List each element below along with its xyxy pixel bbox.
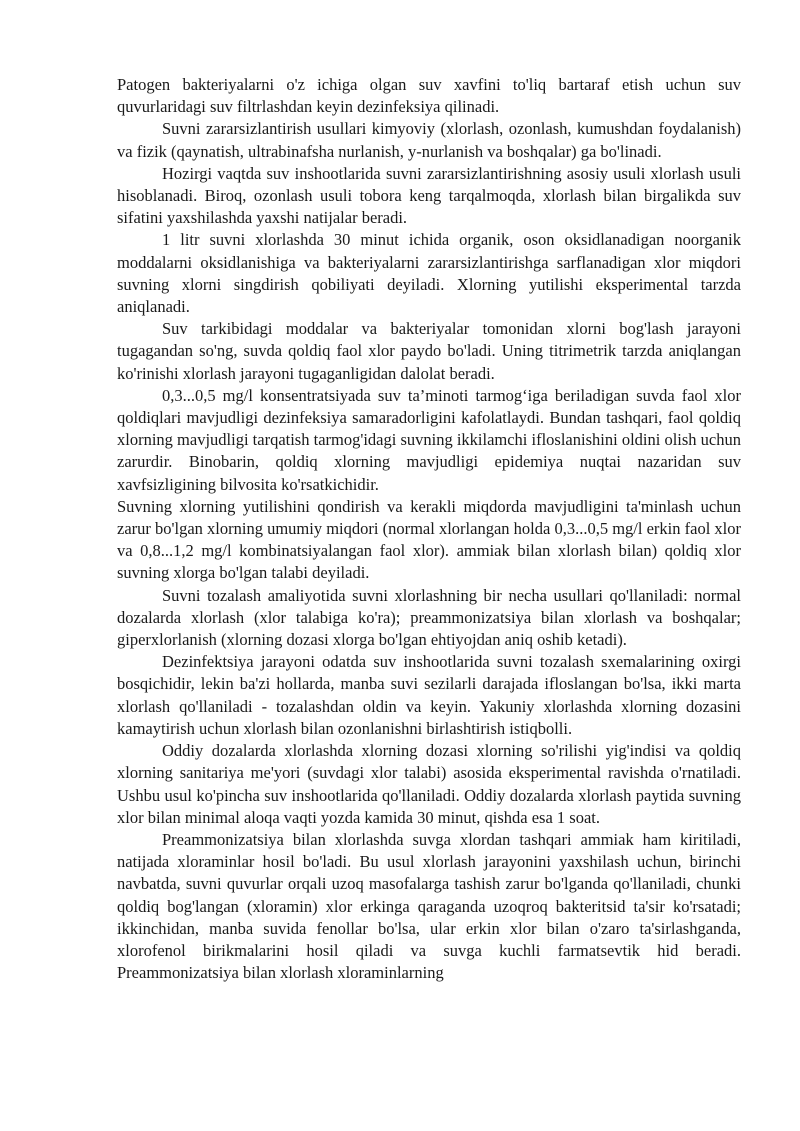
paragraph-10: Oddiy dozalarda xlorlashda xlorning dozasi xlorning so'rilishi yig'indisi va qoldiq xlorning sanitariya me'yori (suvdagi xlor talabi) asosida eksperimental ravishda o'rnatiladi. Ushbu usul ko'pincha suv inshootlarida qo'llaniladi. Oddiy dozalarda xlorlash paytida suvning xlor bilan minimal aloqa vaqti yozda kamida 30 minut, qishda esa 1 soat. [117,741,741,827]
paragraph-9: Dezinfektsiya jarayoni odatda suv inshootlarida suvni tozalash sxemalarining oxirgi bosqichidir, lekin ba'zi hollarda, manba suvi sezilarli darajada ifloslangan bo'lsa, ikki marta xlorlash qo'llaniladi - tozalashdan oldin va keyin. Yakuniy xlorlashda xlorning dozasini kamaytirish uchun xlorlash bilan ozonlanishni birlashtirish istiqbolli. [117,652,741,738]
paragraph-6: 0,3...0,5 mg/l konsentratsiyada suv ta’minoti tarmog‘iga beriladigan suvda faol xlor qoldiqlari mavjudligi dezinfeksiya samaradorligini kafolatlaydi. Bundan tashqari, faol qoldiq xlorning mavjudligi tarqatish tarmog'idagi suvning ikkilamchi ifloslanishini oldini olish uchun zarurdir. Binobarin, qoldiq xlorning mavjudligi epidemiya nuqtai nazaridan suv xavfsizligining bilvosita ko'rsatkichidir. [117,385,741,494]
paragraph-5: Suv tarkibidagi moddalar va bakteriyalar tomonidan xlorni bog'lash jarayoni tugagandan so'ng, suvda qoldiq faol xlor paydo bo'ladi. Uning titrimetrik tarzda aniqlangan ko'rinishi xlorlash jarayoni tugaganligidan dalolat beradi. [117,319,741,383]
paragraph-4: 1 litr suvni xlorlashda 30 minut ichida organik, oson oksidlanadigan noorganik moddalarni oksidlanishiga va bakteriyalarni zararsizlantirishga sarflanadigan xlor miqdori suvning xlorni singdirish qobiliyati deyiladi. Xlorning yutilishi eksperimental tarzda aniqlanadi. [117,230,741,317]
paragraph-8: Suvni tozalash amaliyotida suvni xlorlashning bir necha usullari qo'llaniladi: normal dozalarda xlorlash (xlor talabiga ko'ra); preammonizatsiya bilan xlorlash va boshqalar; giperxlorlanish (xlorning dozasi xlorga bo'lgan ehtiyojdan aniq oshib ketadi). [117,585,741,650]
document-page [117,74,741,984]
paragraph-3: Hozirgi vaqtda suv inshootlarida suvni zararsizlantirishning asosiy usuli xlorlash usuli hisoblanadi. Biroq, ozonlash usuli tobora keng tarqalmoqda, xlorlash bilan birgalikda suv sifatini yaxshilashda yaxshi natijalar beradi. [117,163,741,228]
paragraph-2: Suvni zararsizlantirish usullari kimyoviy (xlorlash, ozonlash, kumushdan foydalanish) va fizik (qaynatish, ultrabinafsha nurlanish, y-nurlanish va boshqalar) ga bo'linadi. [117,119,741,161]
paragraph-1: Patogen bakteriyalarni o'z ichiga olgan suv xavfini to'liq bartaraf etish uchun suv quvurlaridagi suv filtrlashdan keyin dezinfeksiya qilinadi. [117,75,741,117]
paragraph-11: Preammonizatsiya bilan xlorlashda suvga xlordan tashqari ammiak ham kiritiladi, natijada xloraminlar hosil bo'ladi. Bu usul xlorlash jarayonini yaxshilash uchun, birinchi navbatda, suvni quvurlar orqali uzoq masofalarga tashish zarur bo'lganda qo'llaniladi, chunki qoldiq bog'langan (xloramin) xlor erkinga qaraganda uzoqroq bakteritsid ta'sir ko'rsatadi; ikkinchidan, manba suvida fenollar bo'lsa, ular erkin xlor bilan o'zaro ta'sirlashganda, xlorofenol birikmalarini hosil qiladi va suvga kuchli farmatsevtik hid beradi. Preammonizatsiya bilan xlorlash xloraminlarning [117,829,741,983]
paragraph-7: Suvning xlorning yutilishini qondirish va kerakli miqdorda mavjudligini ta'minlash uchun zarur bo'lgan xlorning umumiy miqdori (normal xlorlangan holda 0,3...0,5 mg/l erkin faol xlor va 0,8...1,2 mg/l kombinatsiyalangan faol xlor). ammiak bilan xlorlash bilan) qoldiq xlor suvning xlorga bo'lgan talabi deyiladi. [117,496,741,583]
